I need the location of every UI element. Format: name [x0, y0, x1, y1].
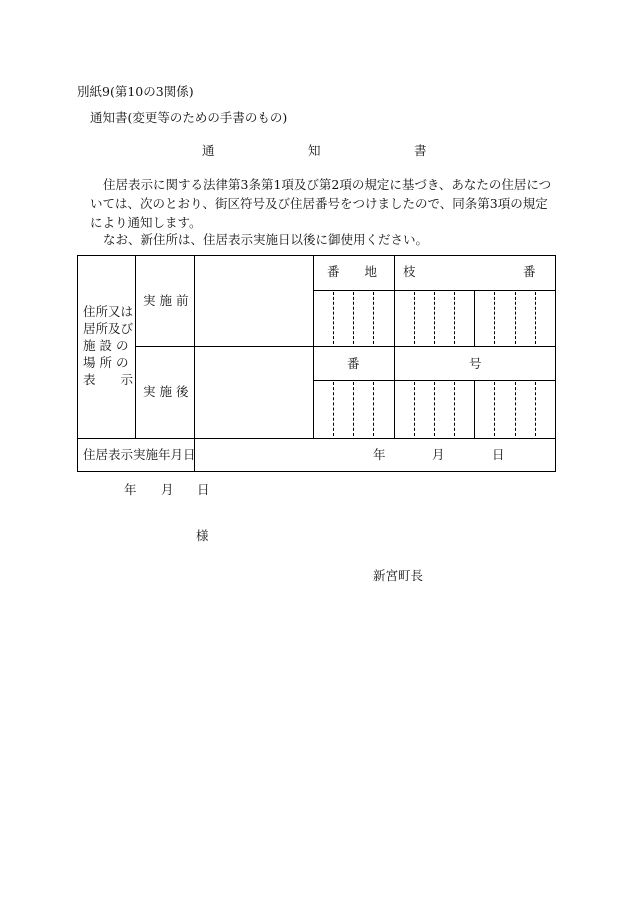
title-char-3: 書: [414, 143, 427, 158]
table-divider-before-header: [313, 290, 556, 291]
table-col-divider-5-after: [474, 380, 475, 438]
issue-year: 年: [124, 482, 137, 497]
table-divider-after-header: [313, 380, 556, 381]
digit-guide: [353, 292, 354, 344]
digit-guide: [535, 292, 536, 344]
table-border-bottom: [77, 471, 556, 472]
digit-guide: [494, 292, 495, 344]
digit-guide: [515, 382, 516, 436]
implementation-month: 月: [432, 447, 445, 462]
address-label-line-3: 施 設 の: [83, 338, 129, 353]
address-label-line-1: 住所又は: [83, 304, 134, 319]
digit-guide: [535, 382, 536, 436]
eda-ban-header: 番: [523, 264, 536, 279]
table-border-top: [77, 255, 556, 256]
form-subtitle: 通知書(変更等のための手書のもの): [90, 110, 288, 125]
digit-guide: [434, 292, 435, 344]
implementation-date-label: 住居表示実施年月日: [83, 447, 196, 462]
before-label: 実 施 前: [143, 293, 189, 308]
digit-guide: [414, 292, 415, 344]
eda-header: 枝: [403, 264, 416, 279]
after-label: 実 施 後: [143, 384, 189, 399]
table-col-divider-1: [135, 255, 136, 438]
digit-guide: [333, 382, 334, 436]
notice-paragraph: 住居表示に関する法律第3条第1項及び第2項の規定に基づき、あなたの住居については、次のとおり、街区符号及び住居番号をつけましたので、同条第3項の規定により通知します。: [90, 177, 552, 230]
digit-guide: [333, 292, 334, 344]
address-label-line-2: 居所及び: [83, 321, 134, 336]
issue-day: 日: [197, 482, 210, 497]
table-col-divider-2: [194, 255, 195, 472]
recipient-honorific: 様: [196, 528, 209, 543]
signer-title: 新宮町長: [373, 568, 424, 583]
annex-label: 別紙9(第10の3関係): [77, 84, 194, 99]
table-col-divider-3: [313, 255, 314, 438]
digit-guide: [494, 382, 495, 436]
table-border-left: [77, 255, 78, 472]
table-divider-before-after: [135, 346, 556, 347]
table-col-divider-5-before: [474, 290, 475, 346]
digit-guide: [373, 382, 374, 436]
address-label-line-5: 表 示: [83, 372, 134, 387]
go-header: 号: [469, 356, 482, 371]
ban-header: 番: [347, 356, 360, 371]
digit-guide: [515, 292, 516, 344]
digit-guide: [414, 382, 415, 436]
title-char-1: 通: [202, 143, 215, 158]
title-char-2: 知: [308, 143, 321, 158]
digit-guide: [373, 292, 374, 344]
table-divider-date: [77, 438, 556, 439]
table-border-right: [555, 255, 556, 472]
digit-guide: [454, 292, 455, 344]
digit-guide: [353, 382, 354, 436]
issue-month: 月: [161, 482, 174, 497]
digit-guide: [434, 382, 435, 436]
address-label-line-4: 場 所 の: [83, 355, 129, 370]
digit-guide: [454, 382, 455, 436]
implementation-day: 日: [492, 447, 505, 462]
usage-note: なお、新住所は、住居表示実施日以後に御使用ください。: [103, 232, 429, 247]
banchi-header: 番 地: [327, 264, 378, 279]
table-col-divider-4: [394, 255, 395, 438]
implementation-year: 年: [373, 447, 386, 462]
